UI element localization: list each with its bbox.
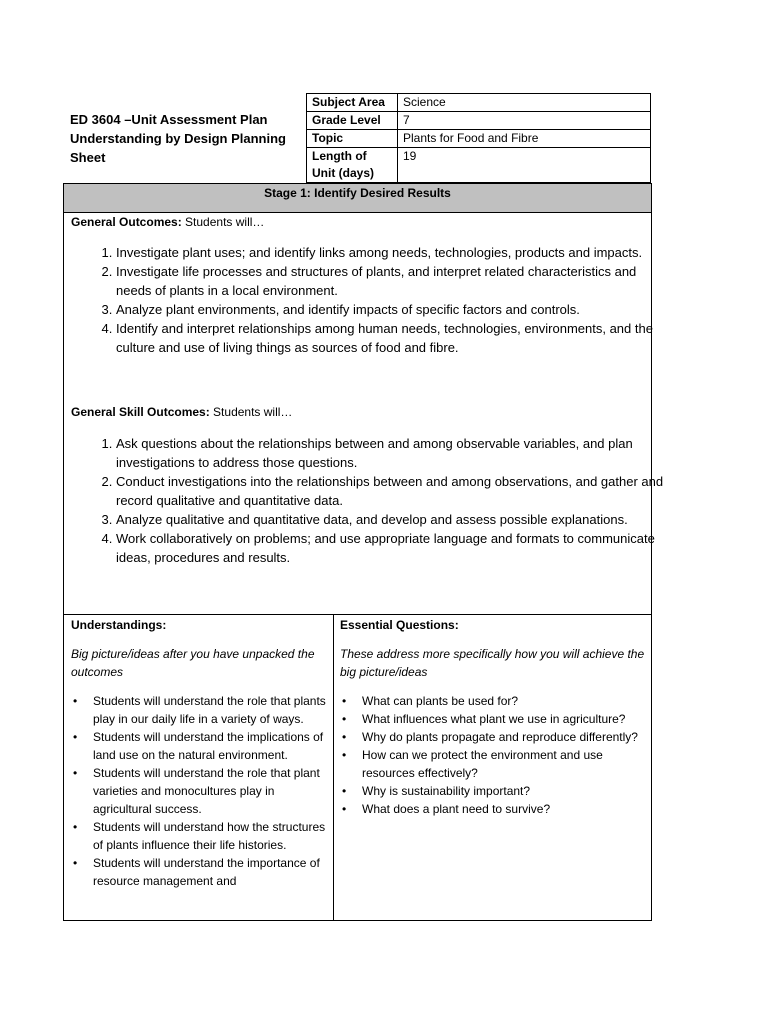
list-item: • Students will understand the role that plants play in our daily life in a variety of ways. (93, 692, 327, 728)
list-item: • Students will understand how the structures of plants influence their life histories. (93, 818, 327, 854)
general-outcomes-label (71, 214, 264, 231)
skill-outcomes-label (71, 404, 292, 421)
understandings-subheading: Big picture/ideas after you have unpacked the outcomes (71, 647, 315, 679)
list-item: 1. Investigate plant uses; and identify links among needs, technologies, products and impacts. (116, 243, 671, 262)
list-item: • Why do plants propagate and reproduce differently? (362, 728, 648, 746)
info-row-topic (307, 130, 651, 148)
skill-outcomes-list (92, 434, 671, 567)
info-value: 19 (398, 148, 651, 183)
info-row-length (307, 148, 651, 183)
general-outcomes-heading: General Outcomes: (71, 215, 182, 229)
essential-questions-subheading: These address more specifically how you will achieve the big picture/ideas (340, 647, 645, 679)
list-item: • How can we protect the environment and use resources effectively? (362, 746, 648, 782)
info-row-grade (307, 112, 651, 130)
essential-questions-heading: Essential Questions: (340, 618, 459, 632)
list-item: • Students will understand the importance of resource management and (93, 854, 327, 890)
info-label: Topic (307, 130, 398, 148)
stage-header: Stage 1: Identify Desired Results (64, 184, 651, 213)
info-label: Length of Unit (days) (307, 148, 398, 183)
understandings-questions-row (64, 614, 651, 921)
unit-info-table (306, 93, 651, 183)
skill-outcomes-intro: Students will… (209, 405, 293, 419)
title-line-3: Sheet (70, 150, 106, 165)
list-item: • Why is sustainability important? (362, 782, 648, 800)
info-label: Grade Level (307, 112, 398, 130)
stage1-table (63, 183, 664, 921)
general-outcomes-list (92, 243, 671, 357)
info-value: Science (398, 94, 651, 112)
list-item: • Students will understand the implications of land use on the natural environment. (93, 728, 327, 764)
info-value: 7 (398, 112, 651, 130)
list-item: • Students will understand the role that plant varieties and monocultures play in agricultural success. (93, 764, 327, 818)
list-item: 3. Analyze plant environments, and identify impacts of specific factors and controls. (116, 300, 671, 319)
info-row-subject (307, 94, 651, 112)
list-item: 2. Conduct investigations into the relationships between and among observations, and gather and record qualitative and quantitative data. (116, 472, 671, 510)
list-item: 1. Ask questions about the relationships between and among observable variables, and plan investigations to address those questions. (116, 434, 671, 472)
general-outcomes-intro: Students will… (181, 215, 265, 229)
skill-outcomes-heading: General Skill Outcomes: (71, 405, 210, 419)
document-title (70, 110, 300, 167)
info-value: Plants for Food and Fibre (398, 130, 651, 148)
essential-questions-column (340, 615, 648, 818)
understandings-heading: Understandings: (71, 618, 167, 632)
column-divider (333, 615, 334, 921)
list-item: 2. Investigate life processes and structures of plants, and interpret related characteristics and needs of plants in a local environment. (116, 262, 671, 300)
title-line-1: ED 3604 –Unit Assessment Plan (70, 112, 268, 127)
list-item: 3. Analyze qualitative and quantitative data, and develop and assess possible explanations. (116, 510, 671, 529)
list-item: • What does a plant need to survive? (362, 800, 648, 818)
understandings-list (71, 692, 327, 890)
essential-questions-list (340, 692, 648, 818)
list-item: 4. Identify and interpret relationships among human needs, technologies, environments, and the culture and use of living things as sources of food and fibre. (116, 319, 671, 357)
list-item: • What influences what plant we use in agriculture? (362, 710, 648, 728)
understandings-column (71, 615, 327, 890)
title-line-2: Understanding by Design Planning (70, 131, 286, 146)
list-item: • What can plants be used for? (362, 692, 648, 710)
list-item: 4. Work collaboratively on problems; and use appropriate language and formats to communicate ideas, procedures and results. (116, 529, 671, 567)
info-label: Subject Area (307, 94, 398, 112)
